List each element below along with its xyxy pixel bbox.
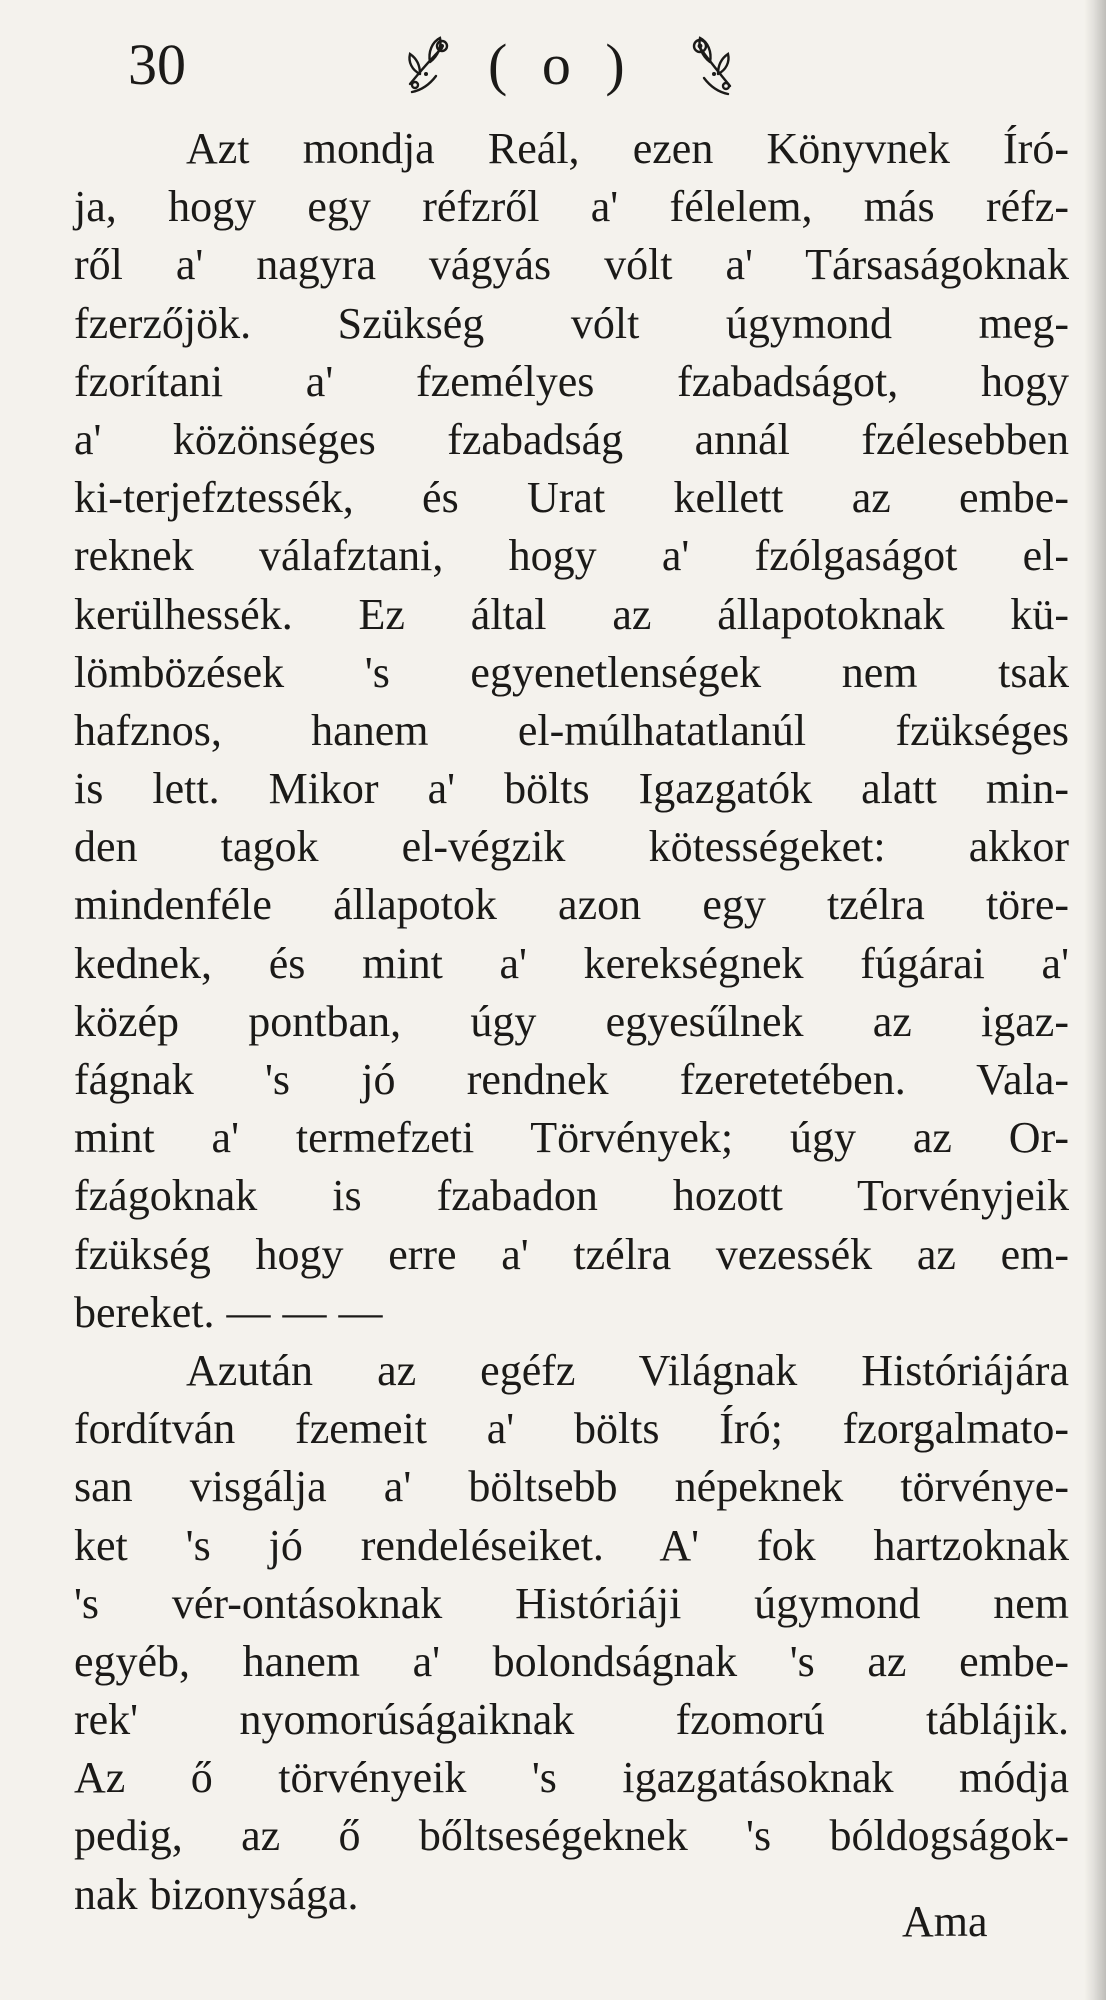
text-line: reknek válafztani, hogy a' fzólgaságot el- bbox=[74, 531, 1069, 581]
text-line: ja, hogy egy réfzről a' félelem, más réfz- bbox=[74, 182, 1069, 232]
page-number: 30 bbox=[128, 32, 186, 97]
page-edge-shadow bbox=[1084, 0, 1106, 2000]
running-head: ( o ) bbox=[488, 32, 635, 97]
text-line: bereket. — — — bbox=[74, 1287, 383, 1337]
text-line: mindenféle állapotok azon egy tzélra töre- bbox=[74, 880, 1069, 930]
catchword: Ama bbox=[902, 1897, 988, 1946]
floral-ornament-left-icon bbox=[400, 28, 454, 102]
text-line: 's vér-ontásoknak Históriáji úgymond nem bbox=[74, 1578, 1069, 1628]
body-text bbox=[74, 120, 1069, 1924]
text-line: mint a' termefzeti Törvények; úgy az Or- bbox=[74, 1113, 1069, 1163]
text-line: közép pontban, úgy egyesűlnek az igaz- bbox=[74, 996, 1069, 1046]
text-line: nak bizonysága. bbox=[74, 1869, 359, 1919]
text-line: egyéb, hanem a' bolondságnak 's az embe- bbox=[74, 1636, 1069, 1686]
text-line: san visgálja a' böltsebb népeknek törvénye- bbox=[74, 1462, 1069, 1512]
text-line: fzerzőjök. Szükség vólt úgymond meg- bbox=[74, 298, 1069, 348]
text-line: kednek, és mint a' kerekségnek fúgárai a' bbox=[74, 938, 1069, 988]
page-header bbox=[88, 26, 1018, 116]
text-line: den tagok el-végzik kötességeket: akkor bbox=[74, 822, 1069, 872]
text-line: a' közönséges fzabadság annál fzélesebben bbox=[74, 414, 1069, 464]
text-line: fordítván fzemeit a' bölts Író; fzorgalmato- bbox=[74, 1404, 1069, 1454]
text-line: hafznos, hanem el-múlhatatlanúl fzükséges bbox=[74, 705, 1069, 755]
text-line: rek' nyomorúságaiknak fzomorú táblájik. bbox=[74, 1695, 1069, 1745]
text-line: fágnak 's jó rendnek fzeretetében. Vala- bbox=[74, 1055, 1069, 1104]
text-line: fzágoknak is fzabadon hozott Torvényjeik bbox=[74, 1171, 1069, 1221]
text-line: is lett. Mikor a' bölts Igazgatók alatt min- bbox=[74, 764, 1069, 814]
text-line: ről a' nagyra vágyás vólt a' Társaságoknak bbox=[74, 240, 1069, 290]
text-line: ket 's jó rendeléseiket. A' fok hartzoknak bbox=[74, 1520, 1069, 1570]
floral-ornament-right-icon bbox=[686, 28, 740, 102]
text-line: Azután az egéfz Világnak Históriájára bbox=[186, 1345, 1069, 1395]
text-line: Azt mondja Reál, ezen Könyvnek Író- bbox=[186, 124, 1069, 173]
text-line: ki-terjefztessék, és Urat kellett az embe- bbox=[74, 473, 1069, 523]
text-line: pedig, az ő bőltseségeknek 's bóldogságok- bbox=[74, 1811, 1069, 1861]
text-line: fzükség hogy erre a' tzélra vezessék az em- bbox=[74, 1229, 1069, 1279]
text-line: kerülhessék. Ez által az állapotoknak kü- bbox=[74, 589, 1069, 639]
text-line: fzorítani a' fzemélyes fzabadságot, hogy bbox=[74, 356, 1069, 406]
text-line: lömbözések 's egyenetlenségek nem tsak bbox=[74, 647, 1069, 697]
text-line: Az ő törvényeik 's igazgatásoknak módja bbox=[74, 1753, 1069, 1803]
